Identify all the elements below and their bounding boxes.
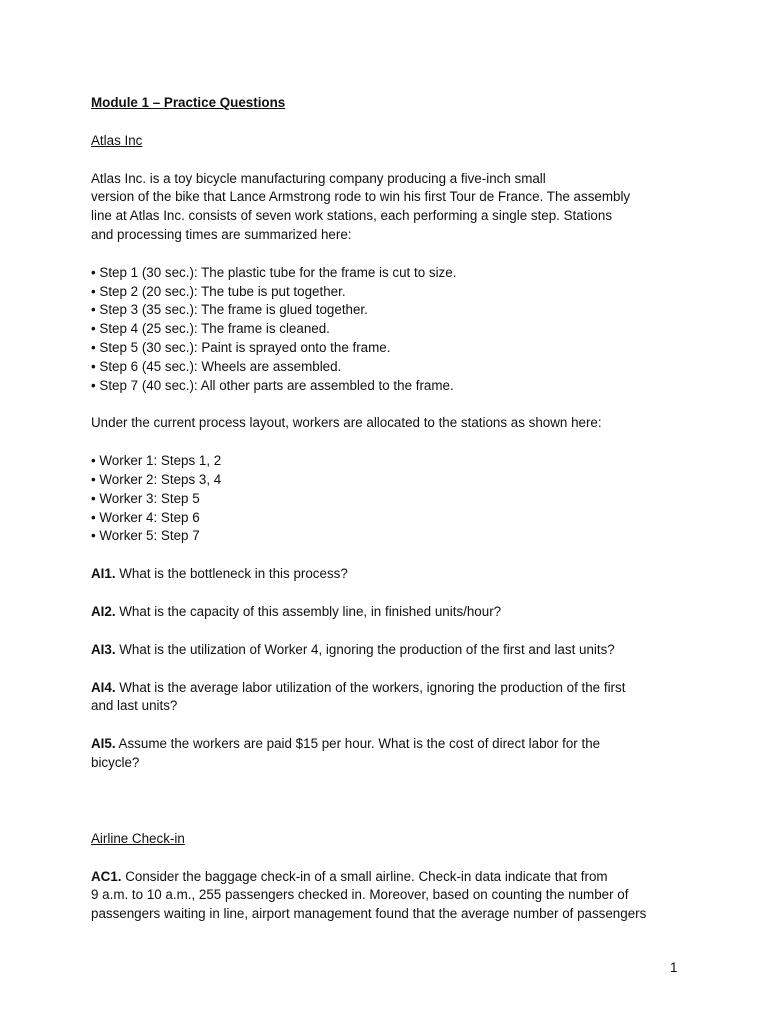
question-text: Assume the workers are paid $15 per hour. What is the cost of direct labor for the xyxy=(115,736,601,752)
question-id: AC1. xyxy=(91,868,122,884)
section-heading-atlas: Atlas Inc xyxy=(91,132,143,148)
page-number: 1 xyxy=(670,960,678,975)
list-item: • Step 1 (30 sec.): The plastic tube for the frame is cut to size. xyxy=(91,264,457,280)
steps-list xyxy=(91,264,681,396)
question-ai5 xyxy=(91,735,681,773)
workers-list xyxy=(91,452,681,546)
question-id: AI2. xyxy=(91,603,116,619)
list-item: • Worker 5: Step 7 xyxy=(91,528,200,544)
list-item: • Step 4 (25 sec.): The frame is cleaned. xyxy=(91,321,330,337)
paragraph-line: line at Atlas Inc. consists of seven work stations, each performing a single step. Stations xyxy=(91,208,613,224)
question-ac1 xyxy=(91,868,681,924)
layout-intro: Under the current process layout, workers are allocated to the stations as shown here: xyxy=(91,415,602,431)
question-text: What is the bottleneck in this process? xyxy=(115,566,348,582)
question-id: AI1. xyxy=(91,566,116,582)
question-text: Consider the baggage check-in of a small airline. Check-in data indicate that from xyxy=(121,868,608,884)
section-heading-airline: Airline Check-in xyxy=(91,830,185,846)
list-item: • Step 7 (40 sec.): All other parts are assembled to the frame. xyxy=(91,377,454,393)
question-text: What is the utilization of Worker 4, ignoring the production of the first and last units? xyxy=(115,641,615,657)
question-ai4 xyxy=(91,679,681,717)
document-page xyxy=(91,94,681,924)
list-item: • Step 5 (30 sec.): Paint is sprayed onto the frame. xyxy=(91,339,391,355)
list-item: • Step 2 (20 sec.): The tube is put together. xyxy=(91,283,346,299)
list-item: • Worker 3: Step 5 xyxy=(91,490,200,506)
question-text-continued: passengers waiting in line, airport management found that the average number of passengers xyxy=(91,906,647,922)
question-id: AI5. xyxy=(91,736,116,752)
list-item: • Worker 1: Steps 1, 2 xyxy=(91,453,222,469)
question-text: What is the capacity of this assembly line, in finished units/hour? xyxy=(115,603,502,619)
question-id: AI3. xyxy=(91,641,116,657)
document-title: Module 1 – Practice Questions xyxy=(91,95,286,110)
question-text-continued: bicycle? xyxy=(91,754,140,770)
list-item: • Worker 4: Step 6 xyxy=(91,509,200,525)
paragraph-line: Atlas Inc. is a toy bicycle manufacturing company producing a five-inch small xyxy=(91,170,546,186)
list-item: • Step 3 (35 sec.): The frame is glued together. xyxy=(91,302,368,318)
atlas-intro-paragraph xyxy=(91,170,681,245)
question-text: What is the average labor utilization of the workers, ignoring the production of the first xyxy=(115,679,626,695)
list-item: • Step 6 (45 sec.): Wheels are assembled. xyxy=(91,358,342,374)
question-ai3 xyxy=(91,641,681,660)
question-id: AI4. xyxy=(91,679,116,695)
question-ai1 xyxy=(91,565,681,584)
paragraph-line: and processing times are summarized here: xyxy=(91,226,352,242)
question-text-continued: 9 a.m. to 10 a.m., 255 passengers checked in. Moreover, based on counting the number of xyxy=(91,887,629,903)
paragraph-line: version of the bike that Lance Armstrong rode to win his first Tour de France. The assembly xyxy=(91,189,631,205)
question-text-continued: and last units? xyxy=(91,698,178,714)
list-item: • Worker 2: Steps 3, 4 xyxy=(91,471,222,487)
question-ai2 xyxy=(91,603,681,622)
